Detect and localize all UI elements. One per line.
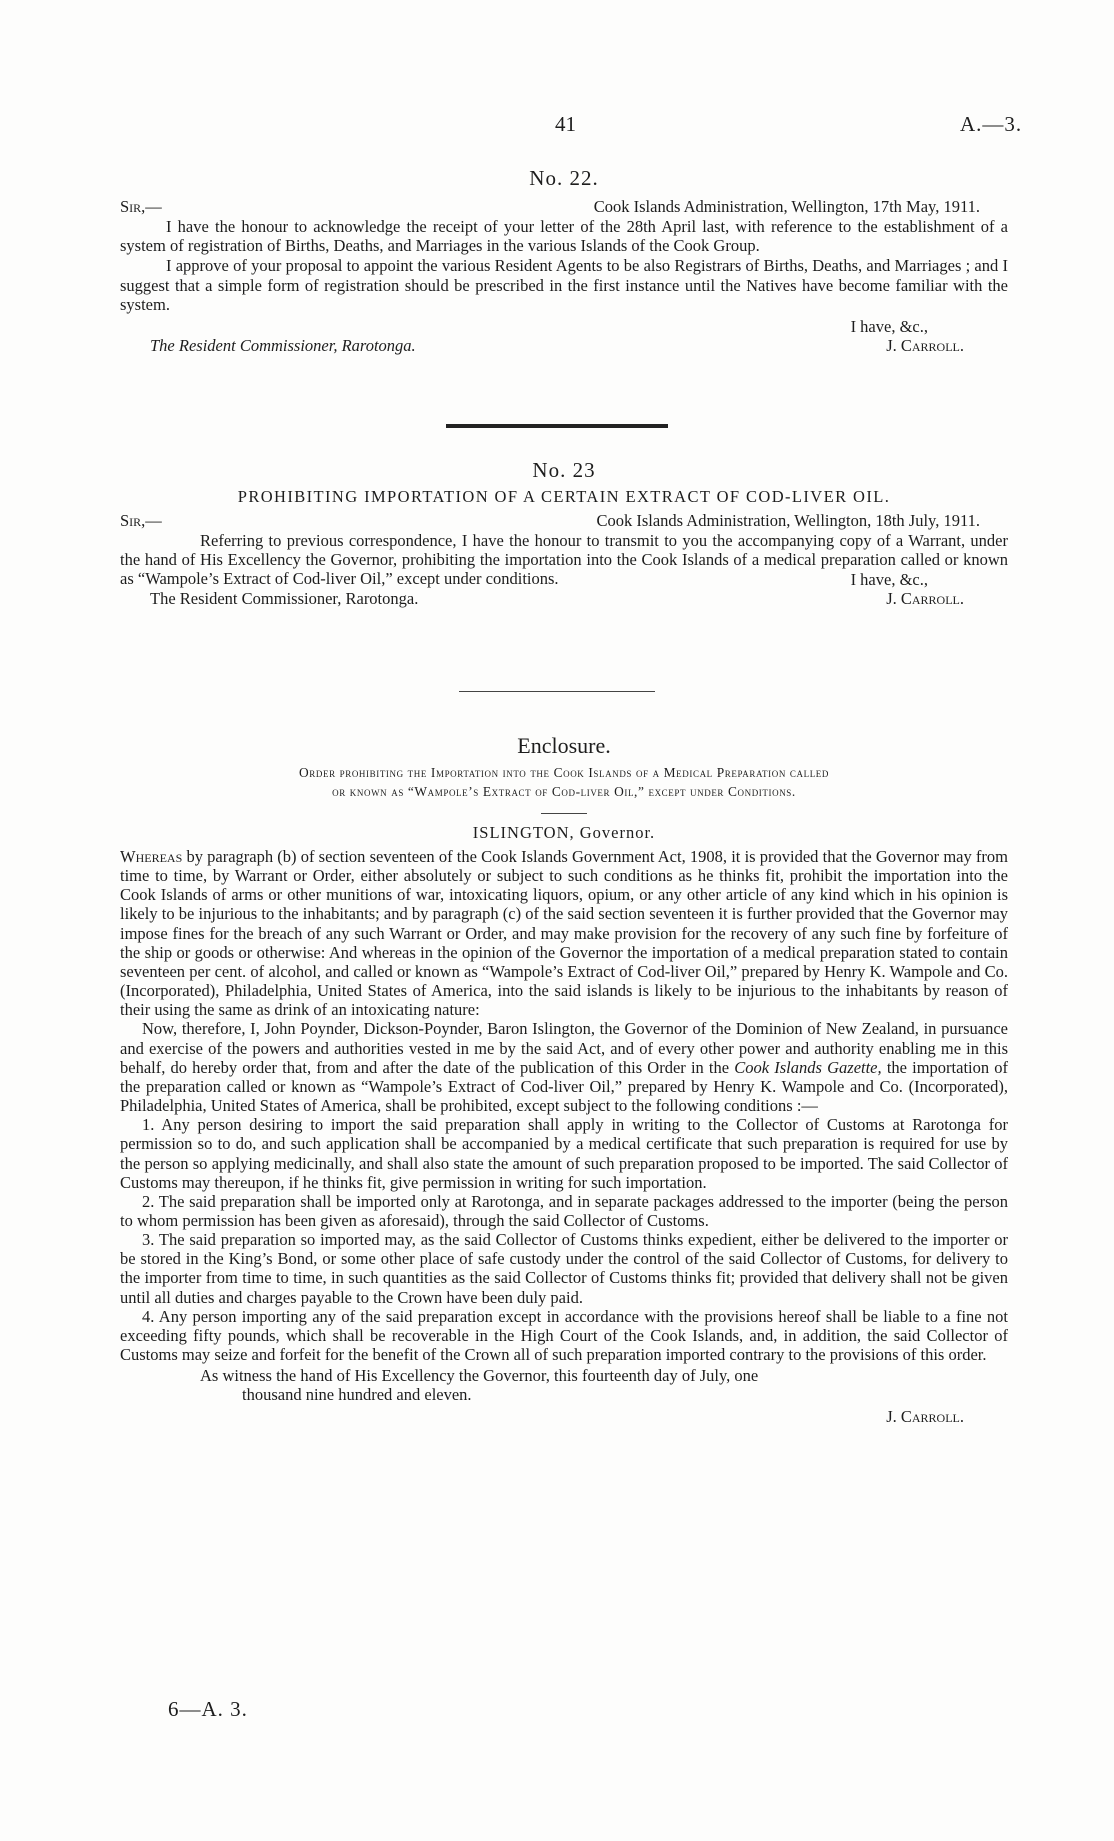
- letter-23-addressee: The Resident Commissioner, Rarotonga.: [150, 588, 419, 608]
- whereas-lead: Whereas: [120, 847, 183, 866]
- now-therefore-post: the importation of the preparation called or known as “Wampole’s Extract of Cod-liver Oil,” prepared by Henry K. Wampole and Co. (Incorporated), Philadelphia, United States of America, shall be prohibited, except subject to the following conditions :—: [120, 1057, 1009, 1116]
- letter-22: [120, 166, 1008, 355]
- letter-23-heading: PROHIBITING IMPORTATION OF A CERTAIN EXTRACT OF COD-LIVER OIL.: [237, 487, 891, 506]
- letter-22-dateline: [120, 197, 1008, 217]
- order-title-line-2: or known as “Wampole’s Extract of Cod-liver Oil,” except under Conditions.: [332, 784, 796, 799]
- page-header: [0, 112, 1114, 142]
- document-reference: A.—3.: [960, 112, 1023, 136]
- letter-22-closing-line: [120, 317, 1008, 336]
- enclosure-signature-line: [120, 1407, 1008, 1426]
- letter-23: [120, 458, 1008, 608]
- whereas-paragraph: [120, 847, 1008, 1019]
- short-divider-wrap: [120, 813, 1008, 814]
- enclosure-signature: J. Carroll.: [886, 1406, 964, 1426]
- letter-23-date: Cook Islands Administration, Wellington, 18th July, 1911.: [596, 511, 980, 530]
- letter-22-addressee: The Resident Commissioner, Rarotonga.: [150, 336, 416, 356]
- letter-23-paragraph: Referring to previous correspondence, I have the honour to transmit to you the accompanying copy of a Warrant, under the hand of His Excellency the Governor, prohibiting the importation into the Cook Islands of a medical preparation called or known as “Wampole’s Extract of Cod-liver Oil,” except under conditions.: [120, 531, 1008, 589]
- thin-divider: [459, 691, 655, 692]
- letter-22-paragraph-2: I approve of your proposal to appoint the various Resident Agents to be also Registrars of Births, Deaths, and Marriages ; and I suggest that a simple form of registration should be prescribed in the first instance until the Natives have become familiar with the system.: [120, 256, 1008, 314]
- letter-23-closing-line: [120, 570, 1008, 589]
- letter-23-number: No. 23: [532, 458, 596, 482]
- gazette-name: Cook Islands Gazette,: [734, 1057, 882, 1077]
- order-title-line-1: Order prohibiting the Importation into the Cook Islands of a Medical Preparation called: [299, 765, 829, 780]
- governor-heading: ISLINGTON, Governor.: [472, 823, 656, 842]
- letter-22-signature: J. Carroll.: [886, 336, 964, 356]
- letter-22-salutation: Sir,—: [120, 197, 162, 216]
- letter-23-salutation: Sir,—: [120, 511, 162, 530]
- letter-23-dateline: [120, 511, 1008, 531]
- footer-reference: 6—A. 3.: [168, 1697, 248, 1721]
- thick-divider: [446, 424, 668, 428]
- witness-line-1: As witness the hand of His Excellency the Governor, this fourteenth day of July, one: [200, 1366, 759, 1386]
- divider-2: [0, 691, 1114, 692]
- page-number: 41: [555, 112, 576, 136]
- condition-1: 1. Any person desiring to import the said preparation shall apply in writing to the Collector of Customs at Rarotonga for permission so to do, and such application shall be accompanied by a medical certificate that such preparation is required for use by the person so applying medicinally, and shall also state the amount of such preparation proposed to be imported. The said Collector of Customs may thereupon, if he thinks fit, give permission in writing for such importation.: [120, 1115, 1008, 1192]
- short-divider: [541, 813, 587, 814]
- letter-22-number: No. 22.: [529, 166, 599, 190]
- condition-3: 3. The said preparation so imported may, as the said Collector of Customs thinks expedient, either be delivered to the importer or be stored in the King’s Bond, or some other place of safe custody under the control of the said Collector of Customs, for delivery to the importer from time to time, in such quantities as the said Collector of Customs thinks fit; provided that delivery shall not be given until all duties and charges payable to the Crown have been duly paid.: [120, 1230, 1008, 1307]
- letter-23-signature: J. Carroll.: [886, 588, 964, 608]
- letter-22-closing: I have, &c.,: [850, 317, 928, 337]
- enclosure: [120, 733, 1008, 1426]
- now-therefore-paragraph: [120, 1019, 1008, 1115]
- witness-clause: [120, 1366, 1008, 1404]
- witness-line-2: thousand nine hundred and eleven.: [242, 1385, 472, 1405]
- divider-1: [0, 424, 1114, 428]
- letter-22-signature-line: [120, 336, 1008, 355]
- letter-23-closing: I have, &c.,: [850, 569, 928, 589]
- letter-23-signature-line: [120, 589, 1008, 608]
- enclosure-title: Enclosure.: [517, 733, 611, 758]
- now-therefore-pre: Now, therefore, I, John Poynder, Dickson-Poynder, Baron Islington, the Governor of the Dominion of New Zealand, in pursuance and exercise of the powers and authorities vested in me by the said Act, and of every other power and authority enabling me in this behalf, do hereby order that, from and after the date of the publication of this Order in the: [120, 1019, 1008, 1077]
- condition-4: 4. Any person importing any of the said preparation except in accordance with the provisions hereof shall be liable to a fine not exceeding fifty pounds, which shall be recoverable in the High Court of the Cook Islands, and, in addition, the said Collector of Customs may seize and forfeit for the benefit of the Crown all of such preparation imported contrary to the provisions of this order.: [120, 1306, 1008, 1365]
- whereas-body: by paragraph (b) of section seventeen of the Cook Islands Government Act, 1908, it is provided that the Governor may from time to time, by Warrant or Order, either absolutely or subject to such conditions as he thinks fit, prohibit the importation into the Cook Islands of arms or other munitions of war, intoxicating liquors, opium, or any other article of any kind which in his opinion is likely to be injurious to the inhabitants; and by paragraph (c) of the said section seventeen it is further provided that the Governor may impose fines for the breach of any such Warrant or Order, and may make provision for the recovery of any such fine by forfeiture of the ship or goods or otherwise: And whereas in the opinion of the Governor the importation of a medical preparation stated to contain seventeen per cent. of alcohol, and called or known as “Wampole’s Extract of Cod-liver Oil,” prepared by Henry K. Wampole and Co. (Incorporated), Philadelphia, United States of America, into the said islands is likely to be injurious to the inhabitants by reason of their using the same as drink of an intoxicating nature:: [120, 847, 1008, 1020]
- letter-22-paragraph-1: I have the honour to acknowledge the receipt of your letter of the 28th April last, with reference to the establishment of a system of registration of Births, Deaths, and Marriages in the various Islands of the Cook Group.: [120, 217, 1008, 256]
- letter-22-date: Cook Islands Administration, Wellington, 17th May, 1911.: [593, 197, 980, 216]
- condition-2: 2. The said preparation shall be imported only at Rarotonga, and in separate packages addressed to the importer (being the person to whom permission has been given as aforesaid), through the said Collector of Customs.: [120, 1191, 1008, 1230]
